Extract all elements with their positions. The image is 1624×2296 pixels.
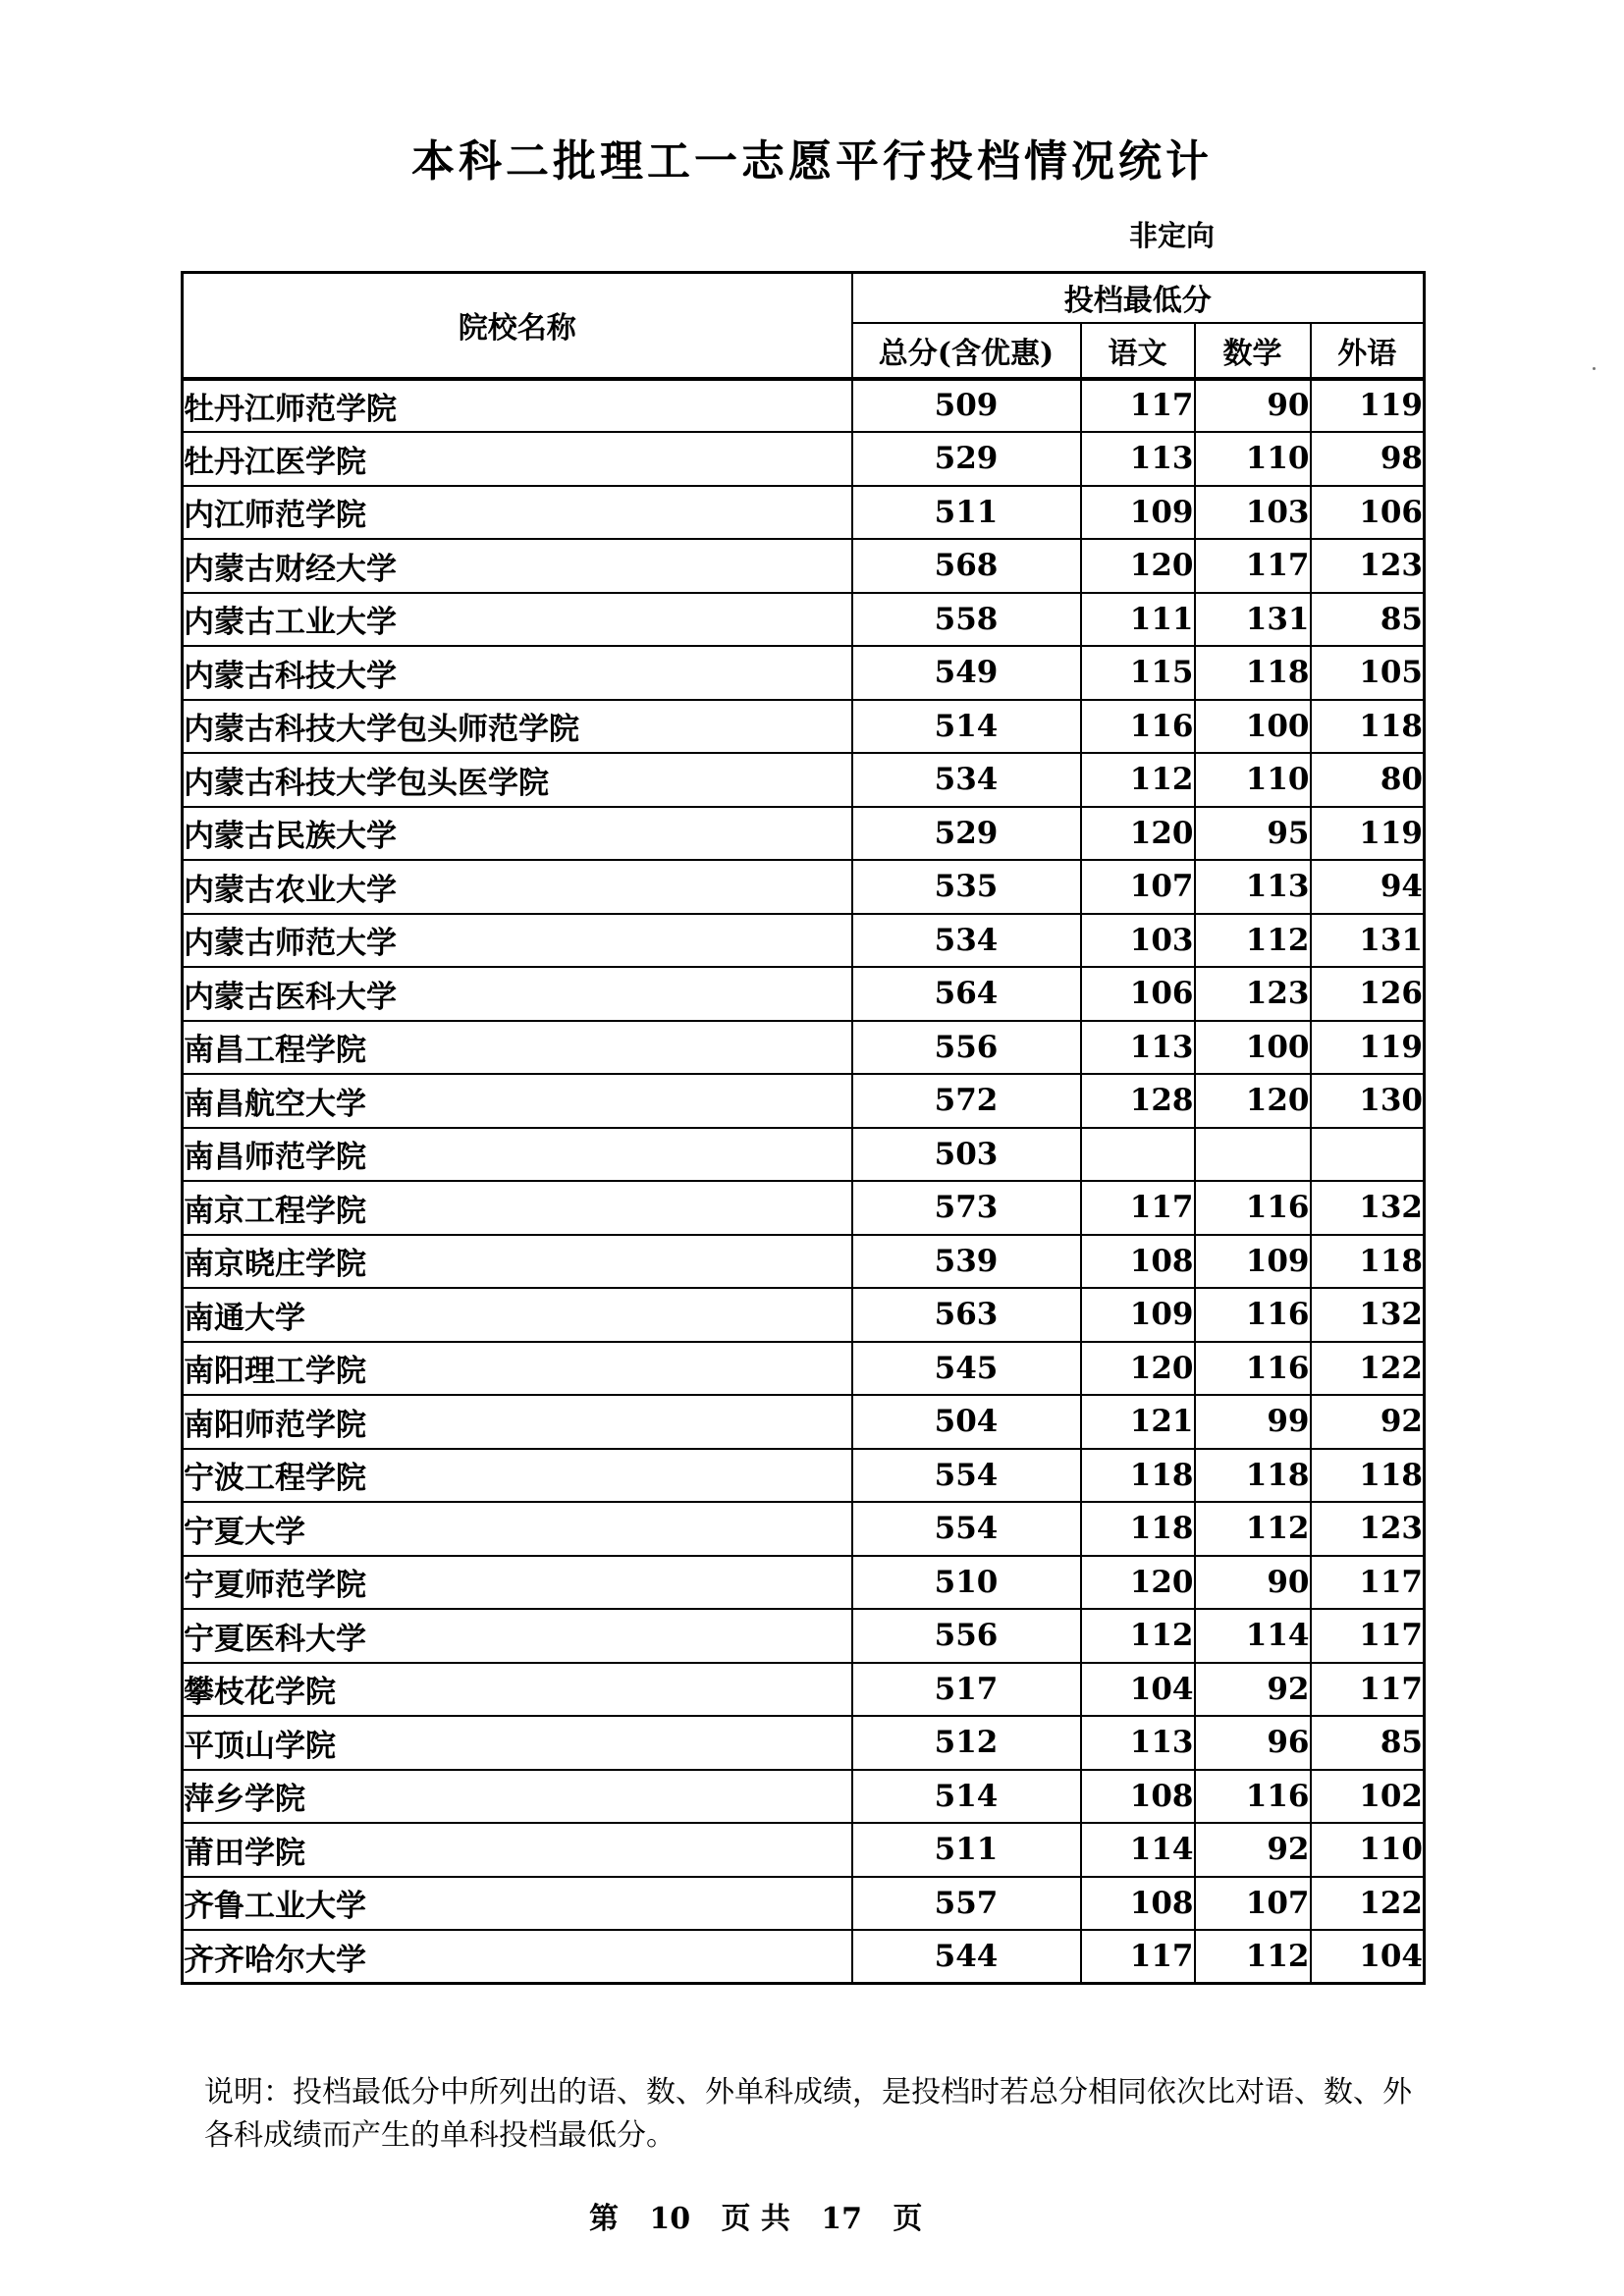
table-row [183, 1074, 1425, 1128]
table-row [183, 807, 1425, 861]
total-score-cell: 554 [852, 1502, 1081, 1556]
total-score-cell: 534 [852, 753, 1081, 807]
chinese-score-cell: 107 [1081, 860, 1195, 914]
table-row [183, 860, 1425, 914]
foreign-score-cell: 132 [1311, 1181, 1425, 1235]
foreign-score-cell: 85 [1311, 1716, 1425, 1770]
math-score-cell: 112 [1195, 1502, 1311, 1556]
math-score-cell: 110 [1195, 753, 1311, 807]
school-name-cell: 内蒙古农业大学 [183, 860, 852, 914]
table-row [183, 1663, 1425, 1717]
foreign-score-cell: 117 [1311, 1609, 1425, 1663]
school-name-cell: 齐齐哈尔大学 [183, 1930, 852, 1984]
chinese-score-cell: 113 [1081, 1716, 1195, 1770]
foreign-score-cell: 130 [1311, 1074, 1425, 1128]
math-score-cell: 92 [1195, 1823, 1311, 1877]
school-name-cell: 内蒙古民族大学 [183, 807, 852, 861]
foreign-score-cell: 132 [1311, 1288, 1425, 1342]
explanation-note: 说明：投档最低分中所列出的语、数、外单科成绩，是投档时若总分相同依次比对语、数、外各科成绩而产生的单科投档最低分。 [204, 2075, 1412, 2153]
table-row [183, 1823, 1425, 1877]
foreign-score-cell: 118 [1311, 700, 1425, 754]
table-row [183, 967, 1425, 1021]
chinese-score-cell: 118 [1081, 1502, 1195, 1556]
math-score-cell [1195, 1128, 1311, 1182]
chinese-score-cell: 121 [1081, 1395, 1195, 1449]
foreign-score-cell: 118 [1311, 1235, 1425, 1289]
table-subtitle: 非定向 [1129, 219, 1216, 252]
total-score-cell: 557 [852, 1877, 1081, 1931]
chinese-score-cell [1081, 1128, 1195, 1182]
header-chinese: 语文 [1081, 323, 1195, 379]
page-indicator [589, 2194, 922, 2237]
school-name-cell: 牡丹江师范学院 [183, 379, 852, 433]
total-score-cell: 544 [852, 1930, 1081, 1984]
table-row [183, 1128, 1425, 1182]
chinese-score-cell: 106 [1081, 967, 1195, 1021]
school-name-cell: 南昌航空大学 [183, 1074, 852, 1128]
chinese-score-cell: 104 [1081, 1663, 1195, 1717]
total-score-cell: 558 [852, 593, 1081, 647]
foreign-score-cell: 94 [1311, 860, 1425, 914]
math-score-cell: 116 [1195, 1181, 1311, 1235]
chinese-score-cell: 118 [1081, 1449, 1195, 1503]
total-score-cell: 510 [852, 1556, 1081, 1610]
chinese-score-cell: 120 [1081, 807, 1195, 861]
admission-score-table [181, 271, 1426, 1985]
table-row [183, 1288, 1425, 1342]
math-score-cell: 112 [1195, 914, 1311, 968]
table-row [183, 1716, 1425, 1770]
foreign-score-cell: 85 [1311, 593, 1425, 647]
chinese-score-cell: 112 [1081, 1609, 1195, 1663]
school-name-cell: 攀枝花学院 [183, 1663, 852, 1717]
table-row [183, 1609, 1425, 1663]
chinese-score-cell: 103 [1081, 914, 1195, 968]
pager-total: 17 [821, 2202, 862, 2236]
table-row [183, 1449, 1425, 1503]
foreign-score-cell: 118 [1311, 1449, 1425, 1503]
school-name-cell: 宁夏师范学院 [183, 1556, 852, 1610]
math-score-cell: 96 [1195, 1716, 1311, 1770]
table-row [183, 539, 1425, 593]
foreign-score-cell: 119 [1311, 1021, 1425, 1075]
math-score-cell: 113 [1195, 860, 1311, 914]
math-score-cell: 110 [1195, 432, 1311, 486]
chinese-score-cell: 113 [1081, 1021, 1195, 1075]
table-row [183, 432, 1425, 486]
math-score-cell: 118 [1195, 646, 1311, 700]
math-score-cell: 100 [1195, 700, 1311, 754]
school-name-cell: 宁波工程学院 [183, 1449, 852, 1503]
total-score-cell: 512 [852, 1716, 1081, 1770]
chinese-score-cell: 109 [1081, 486, 1195, 540]
table-row [183, 1502, 1425, 1556]
table-row [183, 1395, 1425, 1449]
total-score-cell: 529 [852, 807, 1081, 861]
chinese-score-cell: 120 [1081, 1342, 1195, 1396]
total-score-cell: 511 [852, 486, 1081, 540]
header-min-score-group: 投档最低分 [852, 273, 1425, 323]
foreign-score-cell: 117 [1311, 1663, 1425, 1717]
chinese-score-cell: 117 [1081, 1930, 1195, 1984]
total-score-cell: 554 [852, 1449, 1081, 1503]
school-name-cell: 南京晓庄学院 [183, 1235, 852, 1289]
school-name-cell: 南阳理工学院 [183, 1342, 852, 1396]
school-name-cell: 南京工程学院 [183, 1181, 852, 1235]
math-score-cell: 109 [1195, 1235, 1311, 1289]
foreign-score-cell: 106 [1311, 486, 1425, 540]
foreign-score-cell: 119 [1311, 379, 1425, 433]
header-foreign: 外语 [1311, 323, 1425, 379]
math-score-cell: 116 [1195, 1342, 1311, 1396]
chinese-score-cell: 115 [1081, 646, 1195, 700]
math-score-cell: 100 [1195, 1021, 1311, 1075]
chinese-score-cell: 112 [1081, 753, 1195, 807]
school-name-cell: 内蒙古科技大学 [183, 646, 852, 700]
foreign-score-cell: 98 [1311, 432, 1425, 486]
foreign-score-cell: 122 [1311, 1877, 1425, 1931]
scan-speck [1593, 367, 1596, 370]
foreign-score-cell: 119 [1311, 807, 1425, 861]
chinese-score-cell: 108 [1081, 1770, 1195, 1824]
school-name-cell: 内蒙古财经大学 [183, 539, 852, 593]
foreign-score-cell: 126 [1311, 967, 1425, 1021]
total-score-cell: 564 [852, 967, 1081, 1021]
pager-suffix: 页 [893, 2202, 923, 2236]
header-school-name: 院校名称 [183, 273, 852, 379]
pager-current: 10 [649, 2202, 691, 2236]
math-score-cell: 118 [1195, 1449, 1311, 1503]
table-row [183, 646, 1425, 700]
table-row [183, 1235, 1425, 1289]
math-score-cell: 116 [1195, 1288, 1311, 1342]
school-name-cell: 南昌师范学院 [183, 1128, 852, 1182]
table-row [183, 1342, 1425, 1396]
math-score-cell: 131 [1195, 593, 1311, 647]
total-score-cell: 539 [852, 1235, 1081, 1289]
header-math: 数学 [1195, 323, 1311, 379]
total-score-cell: 563 [852, 1288, 1081, 1342]
math-score-cell: 120 [1195, 1074, 1311, 1128]
total-score-cell: 549 [852, 646, 1081, 700]
school-name-cell: 南阳师范学院 [183, 1395, 852, 1449]
total-score-cell: 509 [852, 379, 1081, 433]
chinese-score-cell: 109 [1081, 1288, 1195, 1342]
chinese-score-cell: 128 [1081, 1074, 1195, 1128]
total-score-cell: 534 [852, 914, 1081, 968]
total-score-cell: 529 [852, 432, 1081, 486]
total-score-cell: 556 [852, 1021, 1081, 1075]
total-score-cell: 556 [852, 1609, 1081, 1663]
foreign-score-cell: 117 [1311, 1556, 1425, 1610]
chinese-score-cell: 108 [1081, 1235, 1195, 1289]
school-name-cell: 内蒙古科技大学包头师范学院 [183, 700, 852, 754]
table-row [183, 1877, 1425, 1931]
school-name-cell: 平顶山学院 [183, 1716, 852, 1770]
chinese-score-cell: 108 [1081, 1877, 1195, 1931]
school-name-cell: 内蒙古医科大学 [183, 967, 852, 1021]
math-score-cell: 92 [1195, 1663, 1311, 1717]
total-score-cell: 503 [852, 1128, 1081, 1182]
table-row [183, 1930, 1425, 1984]
total-score-cell: 517 [852, 1663, 1081, 1717]
table-row [183, 914, 1425, 968]
total-score-cell: 545 [852, 1342, 1081, 1396]
foreign-score-cell: 123 [1311, 539, 1425, 593]
table-row [183, 1181, 1425, 1235]
table-row [183, 379, 1425, 433]
pager-middle: 页 共 [721, 2202, 790, 2236]
total-score-cell: 573 [852, 1181, 1081, 1235]
school-name-cell: 南昌工程学院 [183, 1021, 852, 1075]
math-score-cell: 112 [1195, 1930, 1311, 1984]
school-name-cell: 内蒙古科技大学包头医学院 [183, 753, 852, 807]
math-score-cell: 117 [1195, 539, 1311, 593]
school-name-cell: 内蒙古工业大学 [183, 593, 852, 647]
math-score-cell: 107 [1195, 1877, 1311, 1931]
total-score-cell: 514 [852, 700, 1081, 754]
math-score-cell: 123 [1195, 967, 1311, 1021]
math-score-cell: 103 [1195, 486, 1311, 540]
foreign-score-cell: 110 [1311, 1823, 1425, 1877]
school-name-cell: 内蒙古师范大学 [183, 914, 852, 968]
math-score-cell: 90 [1195, 379, 1311, 433]
pager-prefix: 第 [589, 2202, 619, 2236]
school-name-cell: 牡丹江医学院 [183, 432, 852, 486]
table-row [183, 1770, 1425, 1824]
foreign-score-cell: 123 [1311, 1502, 1425, 1556]
math-score-cell: 95 [1195, 807, 1311, 861]
chinese-score-cell: 120 [1081, 1556, 1195, 1610]
math-score-cell: 114 [1195, 1609, 1311, 1663]
total-score-cell: 511 [852, 1823, 1081, 1877]
chinese-score-cell: 113 [1081, 432, 1195, 486]
foreign-score-cell: 105 [1311, 646, 1425, 700]
school-name-cell: 南通大学 [183, 1288, 852, 1342]
foreign-score-cell: 92 [1311, 1395, 1425, 1449]
school-name-cell: 宁夏大学 [183, 1502, 852, 1556]
math-score-cell: 99 [1195, 1395, 1311, 1449]
math-score-cell: 116 [1195, 1770, 1311, 1824]
total-score-cell: 535 [852, 860, 1081, 914]
school-name-cell: 萍乡学院 [183, 1770, 852, 1824]
chinese-score-cell: 120 [1081, 539, 1195, 593]
foreign-score-cell: 80 [1311, 753, 1425, 807]
total-score-cell: 504 [852, 1395, 1081, 1449]
chinese-score-cell: 114 [1081, 1823, 1195, 1877]
total-score-cell: 568 [852, 539, 1081, 593]
foreign-score-cell: 131 [1311, 914, 1425, 968]
school-name-cell: 宁夏医科大学 [183, 1609, 852, 1663]
school-name-cell: 莆田学院 [183, 1823, 852, 1877]
table-row [183, 1556, 1425, 1610]
school-name-cell: 内江师范学院 [183, 486, 852, 540]
table-row [183, 593, 1425, 647]
header-total: 总分(含优惠) [852, 323, 1081, 379]
total-score-cell: 572 [852, 1074, 1081, 1128]
foreign-score-cell: 122 [1311, 1342, 1425, 1396]
table-row [183, 1021, 1425, 1075]
school-name-cell: 齐鲁工业大学 [183, 1877, 852, 1931]
table-row [183, 753, 1425, 807]
page-title: 本科二批理工一志愿平行投档情况统计 [411, 136, 1213, 187]
foreign-score-cell: 102 [1311, 1770, 1425, 1824]
table-row [183, 486, 1425, 540]
chinese-score-cell: 111 [1081, 593, 1195, 647]
chinese-score-cell: 117 [1081, 1181, 1195, 1235]
total-score-cell: 514 [852, 1770, 1081, 1824]
foreign-score-cell: 104 [1311, 1930, 1425, 1984]
chinese-score-cell: 117 [1081, 379, 1195, 433]
chinese-score-cell: 116 [1081, 700, 1195, 754]
math-score-cell: 90 [1195, 1556, 1311, 1610]
foreign-score-cell [1311, 1128, 1425, 1182]
table-row [183, 700, 1425, 754]
